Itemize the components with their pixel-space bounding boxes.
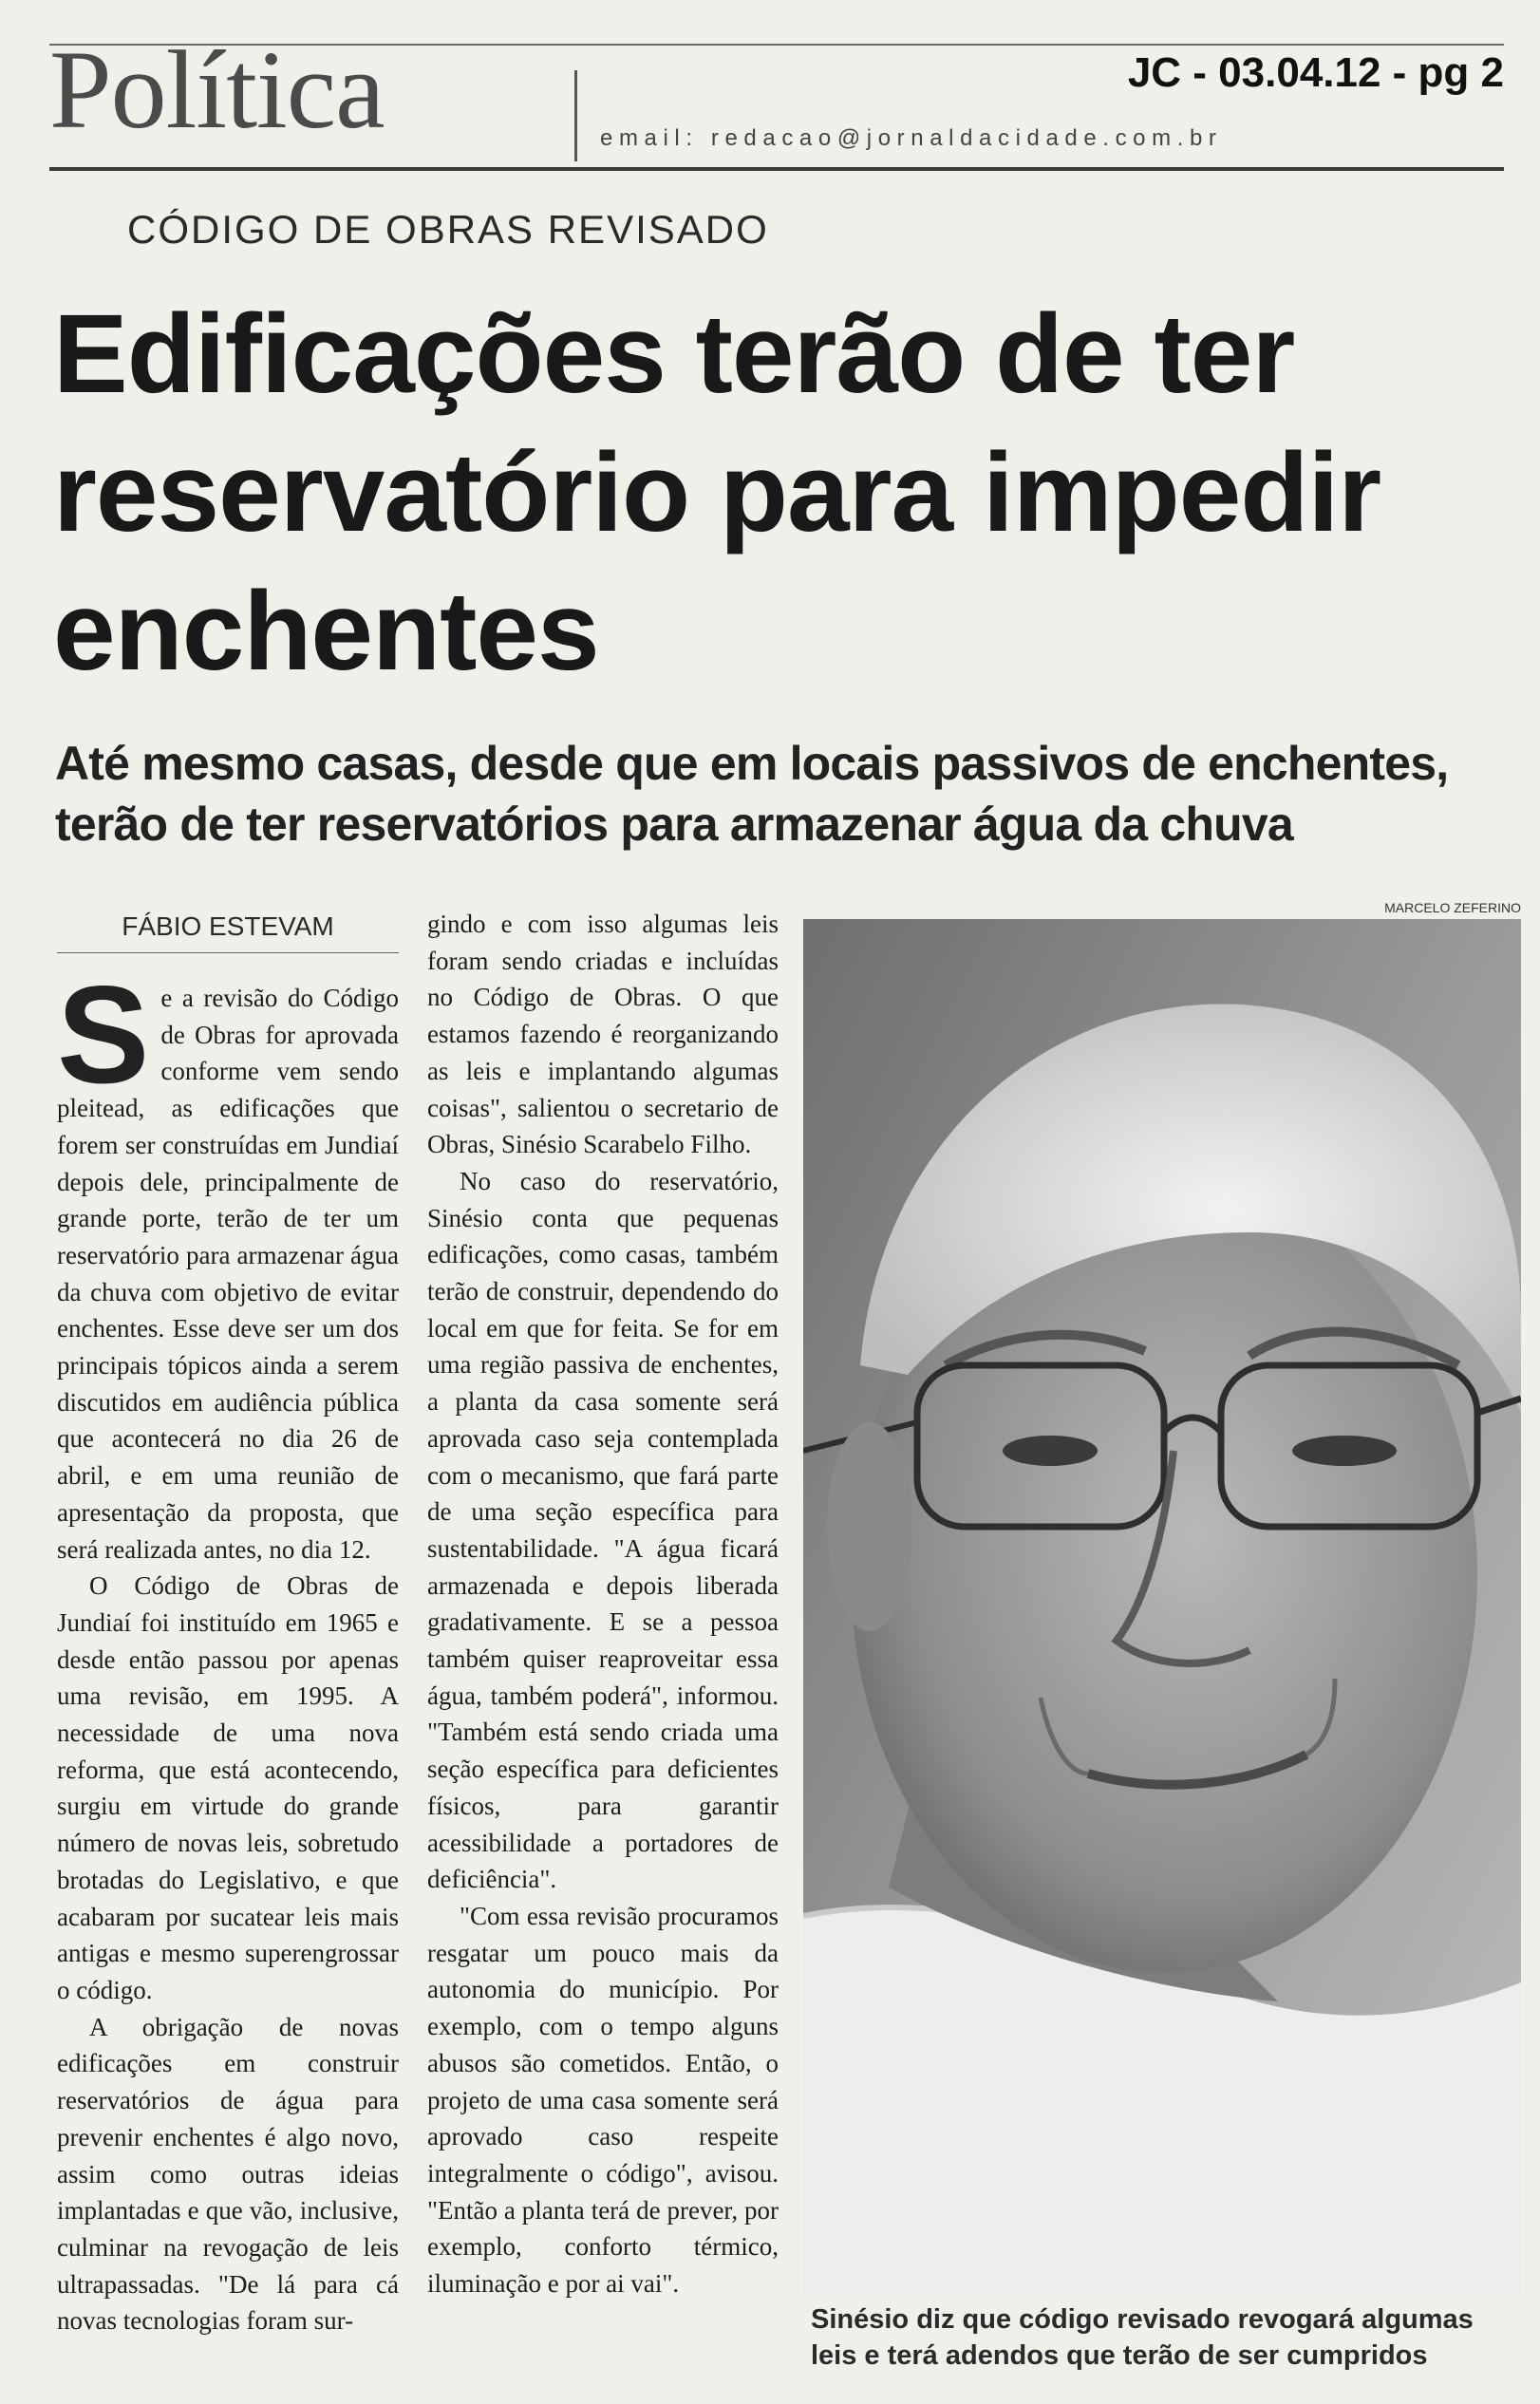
portrait-photo <box>803 919 1521 2296</box>
article-kicker: CÓDIGO DE OBRAS REVISADO <box>127 207 769 252</box>
article-subheadline: Até mesmo casas, desde que em locais passivos de enchentes, terão de ter reservatórios para armazenar água da chuva <box>55 737 1449 851</box>
section-title: Política <box>49 28 385 152</box>
portrait-illustration <box>803 919 1521 2296</box>
page-reference: JC - 03.04.12 - pg 2 <box>1127 49 1504 96</box>
header-divider <box>574 70 577 161</box>
header-rule <box>49 167 1504 171</box>
photo-credit: MARCELO ZEFERINO <box>1384 900 1521 915</box>
article-column-2 <box>427 906 779 2302</box>
paragraph: gindo e com isso algumas leis foram sendo criadas e incluídas no Código de Obras. O que estamos fazendo é reorganizando as leis e implantando algumas coisas", salientou o secretario de Obras, Sinésio Scarabelo Filho. <box>427 910 779 1159</box>
article-column-1 <box>57 957 399 2339</box>
paragraph: A obrigação de novas edificações em construir reservatórios de água para prevenir enchentes é algo novo, assim como outras ideias implantadas e que vão, inclusive, culminar na revogação de leis ultrapassadas. "De lá para cá novas tecnologias foram sur- <box>57 2012 399 2336</box>
contact-email: email: redacao@jornaldacidade.com.br <box>600 125 1223 151</box>
photo-caption: Sinésio diz que código revisado revogará algumas leis e terá adendos que terão de ser cumpridos <box>811 2304 1474 2371</box>
article-byline: FÁBIO ESTEVAM <box>122 911 334 941</box>
paragraph: No caso do reservatório, Sinésio conta que pequenas edificações, como casas, também terão de construir, dependendo do local em que for feita. Se for em uma região passiva de enchentes, a planta da casa somente será aprovada caso seja contemplada com o mecanismo, que fará parte de uma seção específica para sustentabilidade. "A água ficará armazenada e depois liberada gradativamente. E se a pessoa também quiser reaproveitar essa água, também poderá", informou. "Também está sendo criada uma seção específica para deficientes físicos, para garantir acessibilidade a portadores de deficiência". <box>427 1166 779 1894</box>
byline-rule <box>57 952 399 953</box>
article-headline: Edificações terão de ter reservatório para impedir enchentes <box>53 291 1381 694</box>
paragraph: "Com essa revisão procuramos resgatar um pouco mais da autonomia do município. Por exemplo, com o tempo alguns abusos são cometidos. Então, o projeto de uma casa somente será aprovado caso respeite integralmente o código", avisou. "Então a planta terá de prever, por exemplo, conforto térmico, iluminação e por ai vai". <box>427 1901 779 2299</box>
paragraph: O Código de Obras de Jundiaí foi instituído em 1965 e desde então passou por apenas uma revisão, em 1995. A necessidade de uma nova reforma, que está acontecendo, surgiu em virtude do grande número de novas leis, sobretudo brotadas do Legislativo, e que acabaram por sucatear leis mais antigas e mesmo superengrossar o código. <box>57 1571 399 2004</box>
paragraph: Se a revisão do Código de Obras for aprovada conforme vem sendo pleitead, as edificações que forem ser construídas em Jundiaí depois dele, principalmente de grande porte, terão de ter um reservatório para armazenar água da chuva com objetivo de evitar enchentes. Esse deve ser um dos principais tópicos ainda a serem discutidos em audiência pública que acontecerá no dia 26 de abril, e em uma reunião de apresentação da proposta, que será realizada antes, no dia 12. <box>57 957 399 1564</box>
